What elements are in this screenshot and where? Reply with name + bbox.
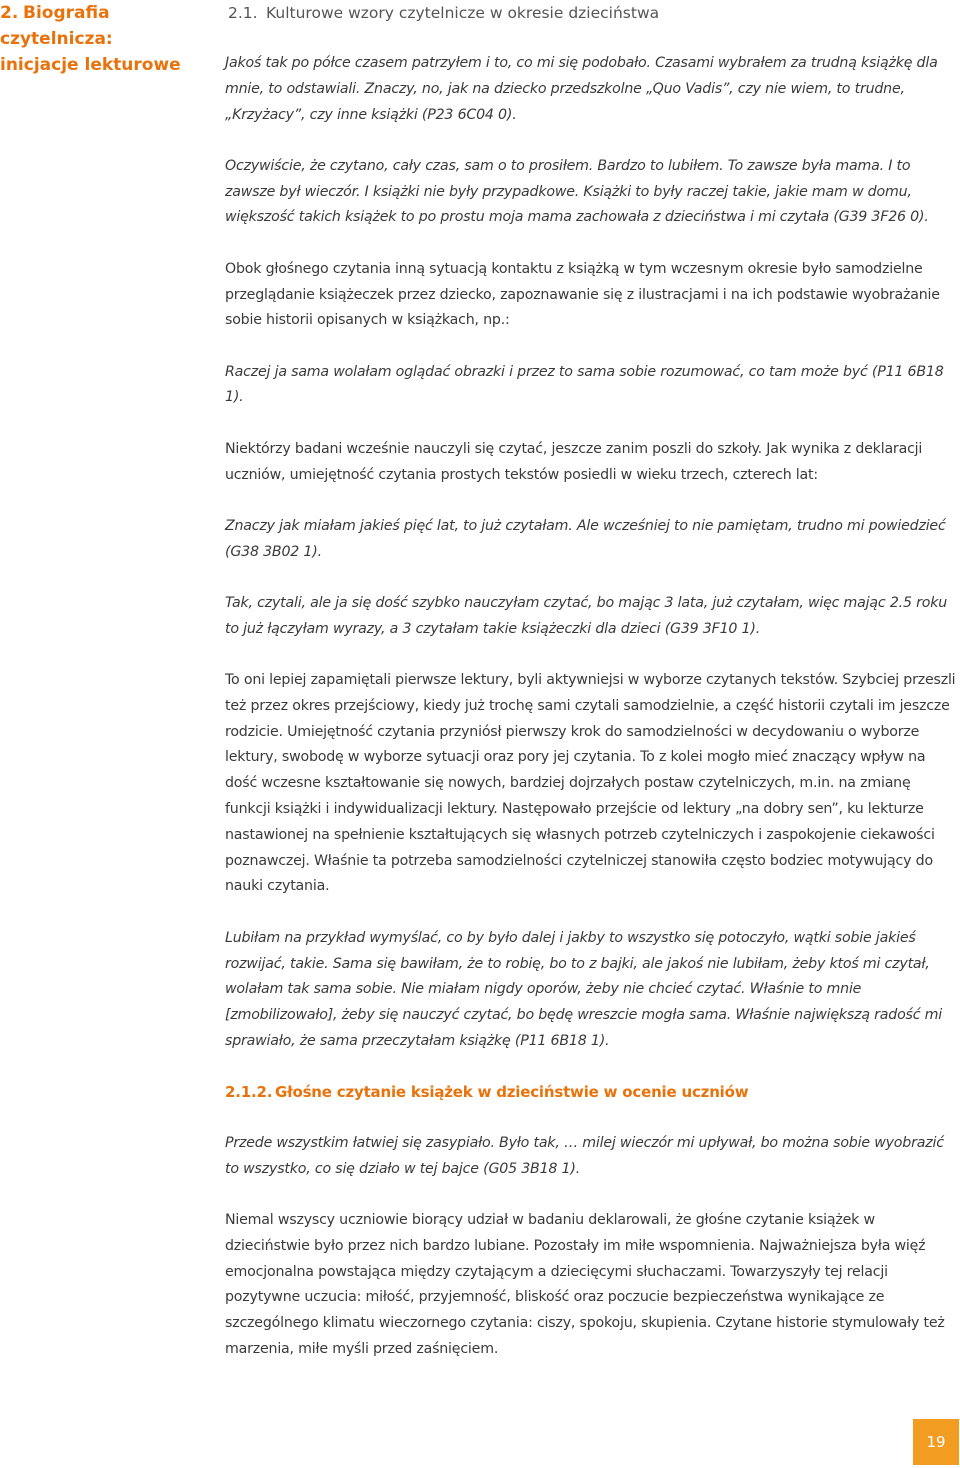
quote-paragraph: Przede wszystkim łatwiej się zasypiało. Było tak, … milej wieczór mi upływał, bo można sobie wyobrazić to wszystko, co się działo w tej bajce (G05 3B18 1). <box>225 1135 944 1177</box>
body-paragraph: Obok głośnego czytania inną sytuacją kontaktu z książką w tym wczesnym okresie było samodzielne przeglądanie książeczek przez dziecko, zapoznawanie się z ilustracjami i na ich podstawie wyobrażanie sobie historii opisanych w książkach, np.: <box>225 260 940 329</box>
chapter-title-line1: Biografia czytelnicza: <box>0 3 113 49</box>
page-number-badge: 19 <box>913 1419 959 1465</box>
section-title: Kulturowe wzory czytelnicze w okresie dzieciństwa <box>266 4 660 22</box>
quote-paragraph: Jakoś tak po półce czasem patrzyłem i to, co mi się podobało. Czasami wybrałem za trudną książkę dla mnie, to odstawiali. Znaczy, no, jak na dziecko przedszkolne „Quo Vadis”, czy nie wiem, to trudne, „Krzyżacy”, czy inne książki (P23 6C04 0). <box>225 55 938 123</box>
body-paragraph: Niemal wszyscy uczniowie biorący udział w badaniu deklarowali, że głośne czytanie książek w dzieciństwie było przez nich bardzo lubiane. Pozostały im miłe wspomnienia. Najważniejsza była więź emocjonalna powstająca między czytającym a dziecięcymi słuchaczami. Towarzyszyły tej relacji pozytywne uczucia: miłość, przyjemność, bliskość oraz poczucie bezpieczeństwa wynikające ze szczególnego klimatu wieczornego czytania: ciszy, spokoju, skupienia. Czytane historie stymulowały też marzenia, miłe myśli przed zaśnięciem. <box>225 1212 945 1358</box>
quote-paragraph: Raczej ja sama wolałam oglądać obrazki i przez to sama sobie rozumować, co tam może być (P11 6B18 1). <box>225 363 944 406</box>
body-paragraph: Niektórzy badani wcześnie nauczyli się czytać, jeszcze zanim poszli do szkoły. Jak wynika z deklaracji uczniów, umiejętność czytania prostych tekstów posiedli w wieku trzech, czterech lat: <box>225 440 923 483</box>
chapter-number: 2. <box>0 3 19 23</box>
chapter-heading <box>0 0 200 78</box>
chapter-title-line2: inicjacje lekturowe <box>0 55 181 75</box>
subsection-number: 2.1.2. <box>225 1083 273 1102</box>
subsection-heading <box>225 1080 958 1106</box>
body-paragraph: To oni lepiej zapamiętali pierwsze lektury, byli aktywniejsi w wyborze czytanych tekstów. Szybciej przeszli też przez okres przejściowy, kiedy już trochę sami czytali samodzielnie, a część historii czytali im jeszcze rodzicie. Umiejętność czytania przyniósł pierwszy krok do samodzielności w decydowaniu o wyborze lektury, swobodę w wyborze sytuacji oraz pory jej czytania. To z kolei mogło mieć znaczący wpływ na dość wczesne kształtowanie się nowych, bardziej dojrzałych postaw czytelniczych, m.in. na zmianę funkcji książki i indywidualizacji lektury. Następowało przejście od lektury „na dobry sen”, ku lekturze nastawionej na spełnienie kształtujących się własnych potrzeb czytelniczych i zaspokojenie ciekawości poznawczej. Właśnie ta potrzeba samodzielności czytelniczej stanowiła często bodziec motywujący do nauki czytania. <box>225 672 956 895</box>
quote-paragraph: Tak, czytali, ale ja się dość szybko nauczyłam czytać, bo mając 3 lata, już czytałam, więc mając 2.5 roku to już łączyłam wyrazy, a 3 czytałam takie książeczki dla dzieci (G39 3F10 1). <box>225 594 948 637</box>
section-number: 2.1. <box>228 4 258 22</box>
section-heading <box>228 0 659 26</box>
subsection-title: Głośne czytanie książek w dzieciństwie w ocenie uczniów <box>275 1083 749 1102</box>
quote-paragraph: Znaczy jak miałam jakieś pięć lat, to już czytałam. Ale wcześniej to nie pamiętam, trudno mi powiedzieć (G38 3B02 1). <box>225 517 946 560</box>
main-text <box>225 51 958 1388</box>
quote-paragraph: Oczywiście, że czytano, cały czas, sam o to prosiłem. Bardzo to lubiłem. To zawsze była mama. I to zawsze był wieczór. I książki nie były przypadkowe. Książki to były raczej takie, jakie mam w domu, większość takich książek to po prostu moja mama zachowała z dzieciństwa i mi czytała (G39 3F26 0). <box>225 157 929 226</box>
quote-paragraph: Lubiłam na przykład wymyślać, co by było dalej i jakby to wszystko się potoczyło, wątki sobie jakieś rozwijać, takie. Sama się bawiłam, że to robię, bo to z bajki, ale jakoś nie lubiłam, żeby ktoś mi czytał, wolałam tak sama sobie. Nie miałam nigdy oporów, żeby nie chcieć czytać. Właśnie to mnie [zmobilizowało], żeby się nauczyć czytać, bo będę wreszcie mogła sama. Właśnie największą radość mi sprawiało, że sama przeczytałam książkę (P11 6B18 1). <box>225 929 943 1049</box>
